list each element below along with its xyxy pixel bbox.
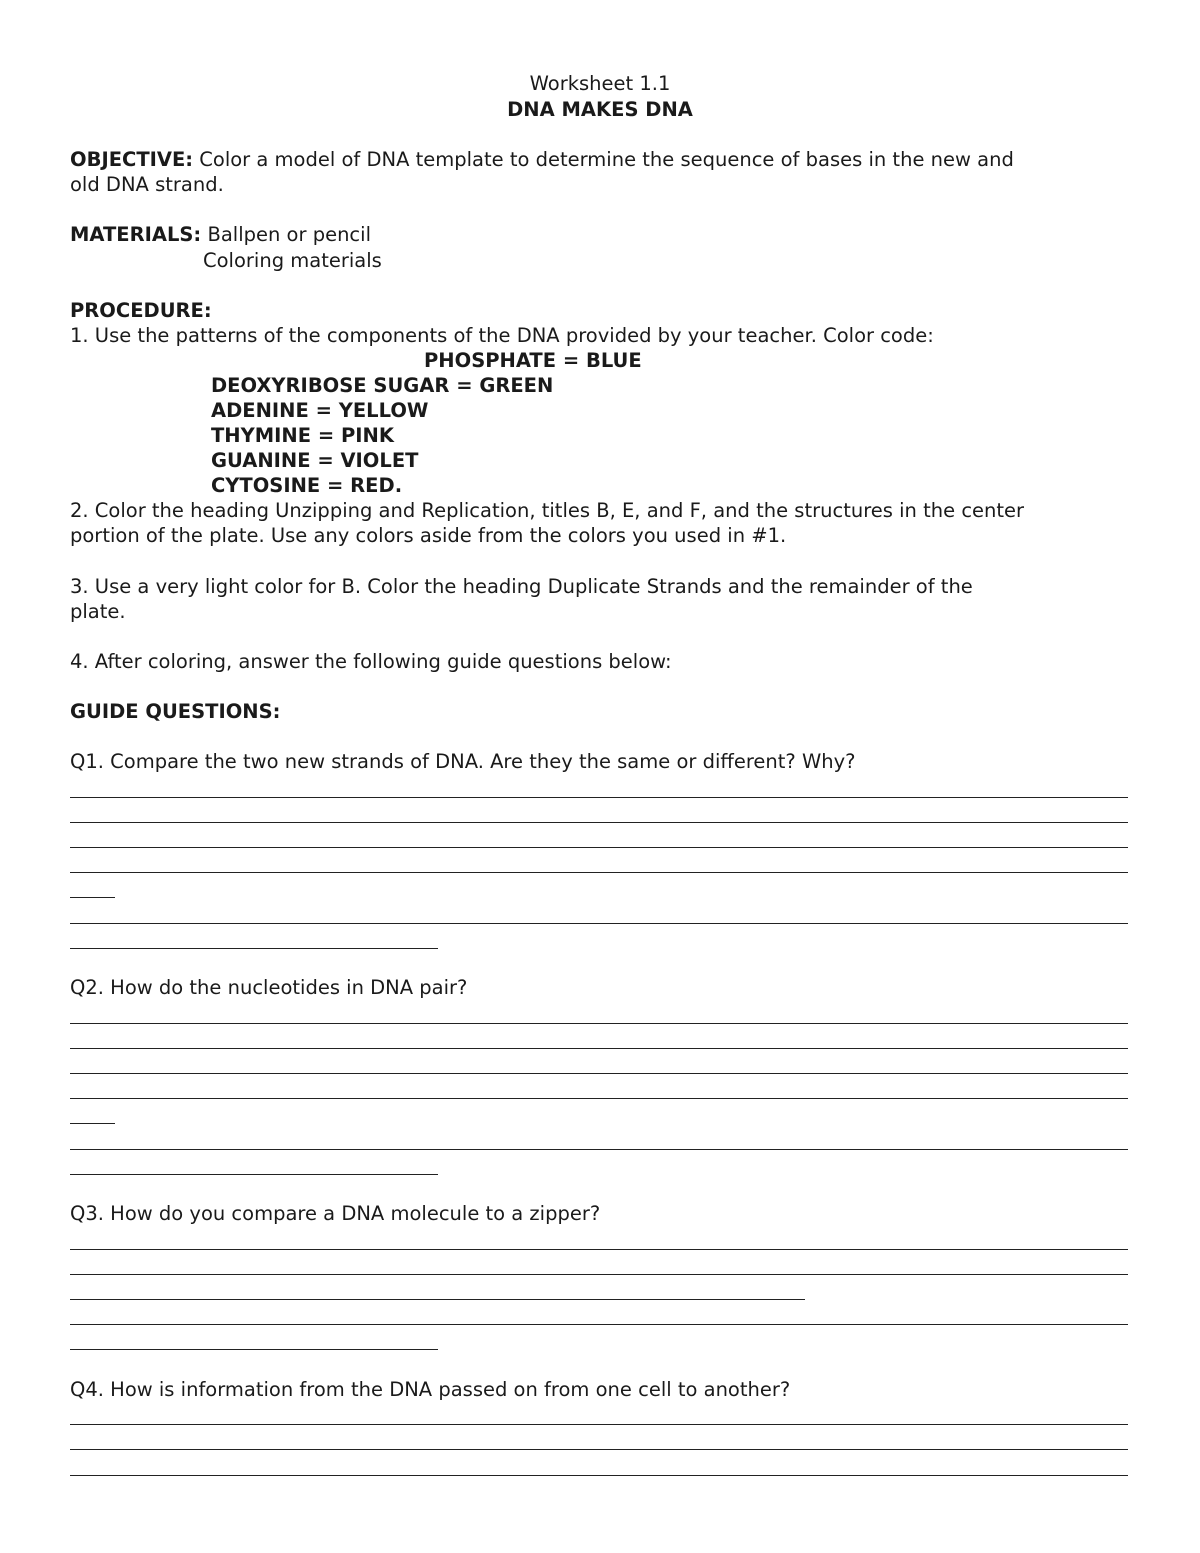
q2-answer-line-4[interactable] — [70, 1098, 1128, 1099]
q2-answer-line-3[interactable] — [70, 1073, 1128, 1074]
worksheet-title: DNA MAKES DNA — [507, 98, 693, 121]
q1-answer-line-5[interactable] — [70, 897, 115, 898]
q1-answer-line-1[interactable] — [70, 797, 1128, 798]
q1-answer-line-7[interactable] — [70, 948, 438, 949]
q1-answer-line-2[interactable] — [70, 822, 1128, 823]
objective-text-2: old DNA strand. — [70, 173, 224, 196]
q2-answer-line-7[interactable] — [70, 1174, 438, 1175]
q2-answer-line-2[interactable] — [70, 1048, 1128, 1049]
materials-item-1: Ballpen or pencil — [207, 223, 371, 246]
materials-line-1 — [70, 222, 371, 247]
color-code-adenine: ADENINE = YELLOW — [211, 399, 429, 422]
q1-answer-line-3[interactable] — [70, 847, 1128, 848]
q3-answer-line-5[interactable] — [70, 1349, 438, 1350]
objective-label: OBJECTIVE: — [70, 148, 194, 171]
q4-answer-line-3[interactable] — [70, 1475, 1128, 1476]
materials-item-2: Coloring materials — [203, 249, 382, 272]
q2-answer-line-6[interactable] — [70, 1149, 1128, 1150]
q1-answer-line-4[interactable] — [70, 872, 1128, 873]
procedure-step-1: 1. Use the patterns of the components of the DNA provided by your teacher. Color code: — [70, 324, 934, 347]
q4-answer-line-1[interactable] — [70, 1424, 1128, 1425]
q3-answer-line-2[interactable] — [70, 1274, 1128, 1275]
q2-answer-line-5[interactable] — [70, 1123, 115, 1124]
color-code-thymine: THYMINE = PINK — [211, 424, 394, 447]
color-code-deoxyribose: DEOXYRIBOSE SUGAR = GREEN — [211, 374, 554, 397]
procedure-step-2-line-1: 2. Color the heading Unzipping and Replication, titles B, E, and F, and the structures in the center — [70, 499, 1025, 522]
color-code-guanine: GUANINE = VIOLET — [211, 449, 419, 472]
q2-answer-line-1[interactable] — [70, 1023, 1128, 1024]
guide-questions-label: GUIDE QUESTIONS: — [70, 700, 281, 723]
q3-answer-line-3[interactable] — [70, 1299, 805, 1300]
procedure-step-2-line-2: portion of the plate. Use any colors aside from the colors you used in #1. — [70, 524, 787, 547]
objective-text-1: Color a model of DNA template to determine the sequence of bases in the new and — [193, 148, 1014, 171]
q4-answer-line-2[interactable] — [70, 1449, 1128, 1450]
question-4: Q4. How is information from the DNA passed on from one cell to another? — [70, 1378, 791, 1401]
materials-label: MATERIALS: — [70, 223, 202, 246]
procedure-step-3-line-1: 3. Use a very light color for B. Color the heading Duplicate Strands and the remainder of the — [70, 575, 973, 598]
question-2: Q2. How do the nucleotides in DNA pair? — [70, 976, 468, 999]
procedure-step-4: 4. After coloring, answer the following guide questions below: — [70, 650, 672, 673]
color-code-phosphate: PHOSPHATE = BLUE — [424, 349, 642, 372]
question-1: Q1. Compare the two new strands of DNA. Are they the same or different? Why? — [70, 750, 856, 773]
q3-answer-line-4[interactable] — [70, 1324, 1128, 1325]
q3-answer-line-1[interactable] — [70, 1249, 1128, 1250]
question-3: Q3. How do you compare a DNA molecule to a zipper? — [70, 1202, 601, 1225]
q1-answer-line-6[interactable] — [70, 923, 1128, 924]
procedure-step-3-line-2: plate. — [70, 600, 126, 623]
objective-line-1 — [70, 147, 1014, 172]
color-code-cytosine: CYTOSINE = RED. — [211, 474, 403, 497]
procedure-label: PROCEDURE: — [70, 299, 212, 322]
worksheet-number: Worksheet 1.1 — [529, 72, 671, 95]
